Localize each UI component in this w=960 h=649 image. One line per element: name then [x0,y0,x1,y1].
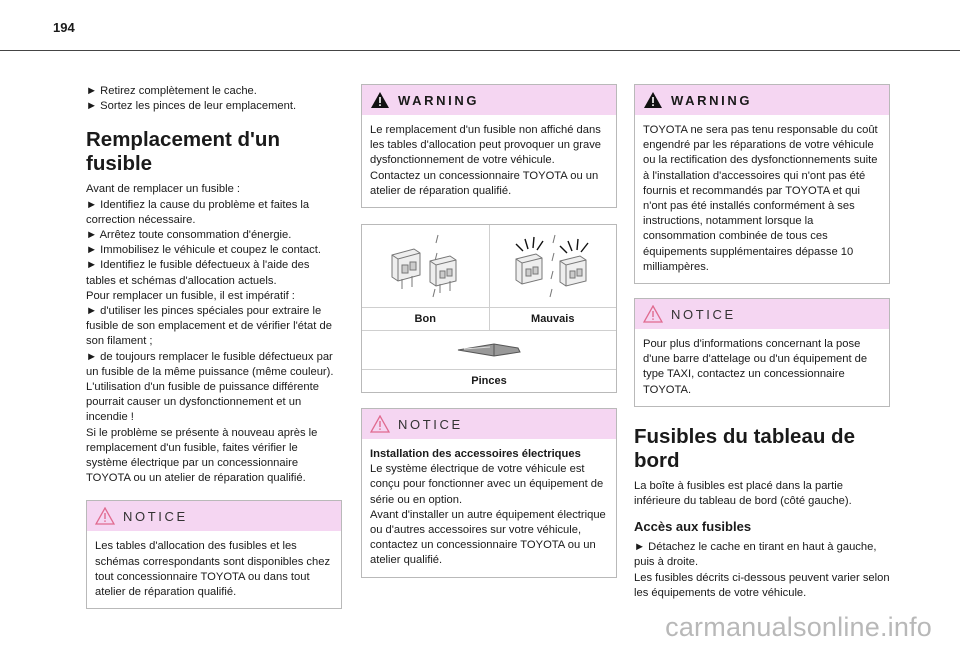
notice-subtitle: Installation des accessoires électriques [370,448,581,461]
paragraph: Si le problème se présente à nouveau après le remplacement d'un fusible, faites vérifier le système électrique par un concessionnaire TOYOTA ou un atelier de réparation qualifié. [86,426,318,485]
notice-triangle-icon [370,415,390,433]
page-number: 194 [53,20,75,35]
paragraph: La boîte à fusibles est placé dans la partie inférieure du tableau de bord (côté gauche). [634,479,852,508]
paragraph: ► Identifiez la cause du problème et faites la correction nécessaire. [86,198,310,226]
warning-header [362,85,616,115]
notice-title: NOTICE [398,416,463,432]
notice-header [362,409,616,439]
notice-header [635,299,889,329]
fuse-pliers-icon [454,338,524,362]
bad-label: Mauvais [489,308,617,330]
section-heading: Fusibles du tableau de bord [634,424,855,472]
bad-fuse-illustration [489,225,617,307]
notice-title: NOTICE [123,508,188,524]
notice-header [87,501,341,531]
paragraph: ► Immobilisez le véhicule et coupez le contact. [86,244,321,257]
notice-box [634,298,890,407]
warning-title: WARNING [398,92,480,108]
notice-triangle-icon [643,305,663,323]
warning-text: TOYOTA ne sera pas tenu responsable du coût engendré par les réparations de votre véhicule ou la rectification des dysfonctionnements suite à l'installation d'accessoires qui n'ont pas été fournis et recommandés par TOYOTA et qui n'ont pas été installés conformément à ses instructions, notamment lorsque la consommation combinée de tous ces équipements supplémentaires dépasse 10 milliampères. [643,124,878,273]
notice-triangle-icon [95,507,115,525]
subsection-heading: Accès aux fusibles [634,519,752,535]
paragraph: ► Détachez le cache en tirant en haut à gauche, puis à droite. [634,541,877,569]
paragraph: Avant de remplacer un fusible : [86,183,241,196]
warning-triangle-icon [643,91,663,109]
pliers-label: Pinces [471,375,507,388]
notice-text: Avant d'installer un autre équipement électrique ou d'autres accessoires sur votre véhicule, contactez un concessionnaire TOYOTA ou un atelier qualifié. [370,508,606,567]
warning-box [361,84,617,208]
notice-box [361,408,617,578]
warning-title: WARNING [671,92,753,108]
watermark: carmanualsonline.info [665,612,932,642]
good-fuse-icon [380,231,470,301]
good-fuse-illustration [362,225,489,307]
warning-header [635,85,889,115]
warning-box [634,84,890,284]
paragraph: Pour remplacer un fusible, il est impératif : [86,289,295,302]
notice-text: Les tables d'allocation des fusibles et les schémas correspondants sont disponibles chez tout concessionnaire TOYOTA ou dans tout atelier de réparation qualifié. [95,540,331,599]
paragraph: ► de toujours remplacer le fusible défectueux par un fusible de la même puissance (même couleur). L'utilisation d'un fusible de puissance différente pourrait causer un dysfonctionnement et un incendie ! [86,350,334,424]
pliers-illustration [362,331,616,370]
notice-box [86,500,342,609]
header-rule [0,50,960,51]
good-label: Bon [414,313,436,326]
warning-text: Le remplacement d'un fusible non affiché dans les tables d'allocation peut provoquer un grave dysfonctionnement de votre véhicule. Contactez un concessionnaire TOYOTA ou un atelier de réparation qualifié. [370,124,602,197]
paragraph: ► d'utiliser les pinces spéciales pour extraire le fusible de son emplacement et de vérifier l'état de son filament ; [86,305,332,348]
notice-text: Pour plus d'informations concernant la pose d'une barre d'attelage ou d'un équipement de type TAXI, contactez un concessionnaire TOYOTA. [643,338,868,396]
paragraph: ► Arrêtez toute consommation d'énergie. [86,229,292,242]
column-2 [361,84,617,578]
warning-triangle-icon [370,91,390,109]
instruction-line: ► Retirez complètement le cache. [86,85,257,97]
section-heading: Remplacement d'un fusible [86,128,280,176]
blown-fuse-icon [508,231,598,301]
notice-title: NOTICE [671,306,736,322]
fuse-figure [361,224,617,393]
paragraph: ► Identifiez le fusible défectueux à l'aide des tables et schémas d'allocation actuels. [86,259,310,287]
notice-text: Le système électrique de votre véhicule est conçu pour fonctionner avec un équipement de série ou en option. [370,463,604,506]
column-1 [86,84,342,609]
column-3 [634,84,890,601]
paragraph: Les fusibles décrits ci-dessous peuvent varier selon les équipements de votre véhicule. [634,571,890,599]
instruction-line: ► Sortez les pinces de leur emplacement. [86,100,297,113]
